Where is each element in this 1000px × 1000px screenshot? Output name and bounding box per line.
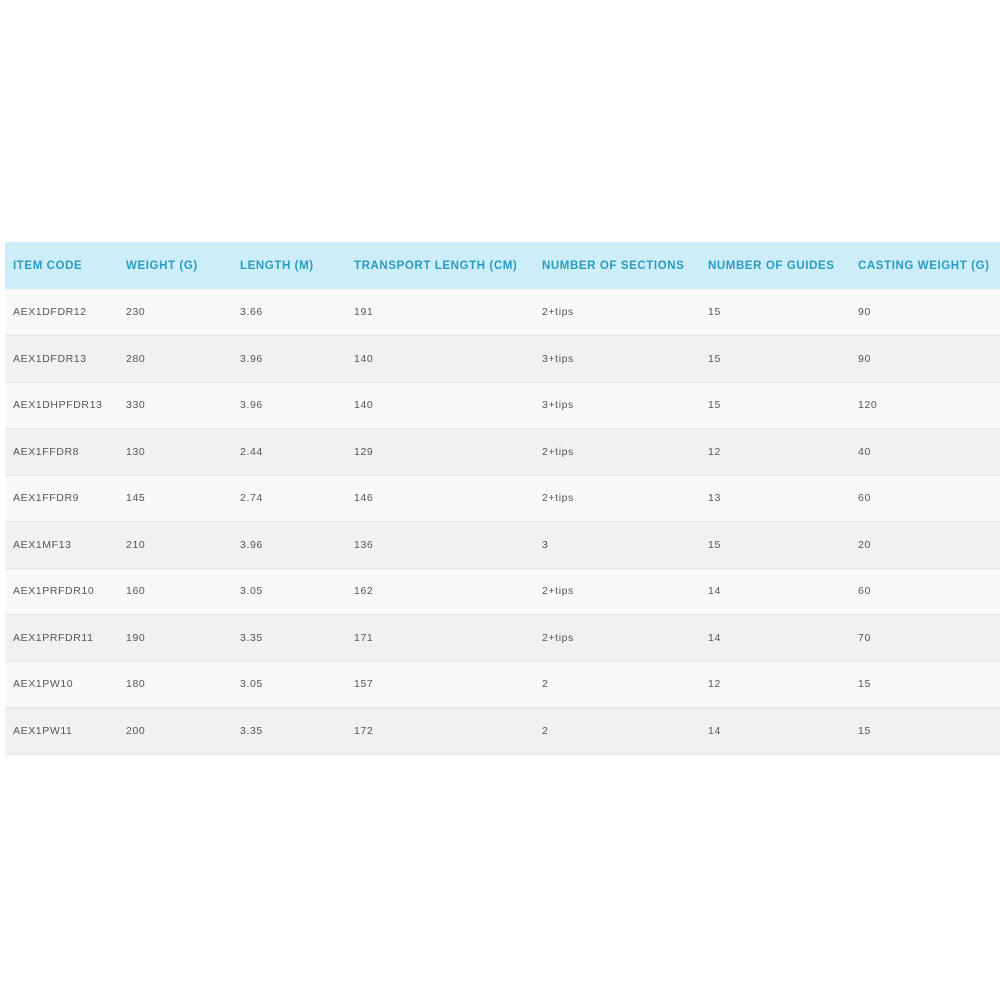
cell-length: 3.96	[240, 399, 263, 412]
cell-length: 3.35	[240, 631, 263, 644]
cell-item-code: AEX1FFDR8	[13, 445, 80, 458]
cell-item-code: AEX1FFDR9	[13, 492, 80, 505]
cell-item-code: AEX1PW10	[13, 678, 74, 691]
table-body	[5, 289, 1000, 754]
cell-length: 3.05	[240, 678, 263, 691]
cell-item-code: AEX1PW11	[13, 724, 73, 737]
cell-length: 3.96	[240, 538, 263, 551]
cell-number-of-sections: 2+tips	[542, 585, 574, 598]
cell-item-code: AEX1DFDR12	[13, 306, 87, 318]
cell-casting-weight: 15	[858, 678, 871, 691]
cell-number-of-guides: 14	[708, 631, 721, 644]
cell-weight: 190	[126, 631, 146, 644]
cell-length: 3.66	[240, 306, 263, 318]
cell-weight: 210	[126, 538, 146, 551]
cell-number-of-sections: 2+tips	[542, 631, 574, 644]
header-length: LENGTH (M)	[240, 259, 314, 272]
cell-number-of-guides: 12	[708, 445, 721, 458]
header-casting-weight: CASTING WEIGHT (G)	[858, 259, 990, 272]
cell-number-of-sections: 2+tips	[542, 445, 574, 458]
cell-transport-length: 129	[354, 445, 374, 458]
cell-number-of-sections: 2	[542, 678, 549, 691]
header-number-of-sections: NUMBER OF SECTIONS	[542, 259, 685, 272]
header-item-code: ITEM CODE	[13, 259, 83, 272]
cell-casting-weight: 60	[858, 492, 871, 505]
cell-number-of-guides: 14	[708, 724, 721, 737]
cell-item-code: AEX1DFDR13	[13, 352, 87, 365]
cell-number-of-sections: 3+tips	[542, 352, 574, 365]
table-row	[5, 289, 1000, 336]
cell-transport-length: 140	[354, 352, 374, 365]
cell-length: 2.44	[240, 445, 263, 458]
cell-transport-length: 157	[354, 678, 374, 691]
cell-item-code: AEX1DHPFDR13	[13, 399, 103, 412]
cell-casting-weight: 60	[858, 585, 871, 598]
table-row	[5, 429, 1000, 476]
cell-transport-length: 191	[354, 306, 374, 318]
cell-transport-length: 140	[354, 399, 374, 412]
cell-casting-weight: 90	[858, 306, 871, 318]
cell-number-of-guides: 12	[708, 678, 721, 691]
cell-weight: 130	[126, 445, 146, 458]
cell-length: 3.05	[240, 585, 263, 598]
cell-number-of-sections: 2+tips	[542, 306, 574, 318]
cell-length: 2.74	[240, 492, 263, 505]
table-row	[5, 568, 1000, 615]
cell-weight: 160	[126, 585, 146, 598]
header-row	[5, 242, 1000, 289]
cell-number-of-guides: 15	[708, 399, 721, 412]
cell-weight: 180	[126, 678, 146, 691]
cell-number-of-guides: 15	[708, 306, 721, 318]
table-row	[5, 475, 1000, 522]
cell-number-of-guides: 15	[708, 352, 721, 365]
table-row	[5, 661, 1000, 708]
cell-number-of-sections: 2+tips	[542, 492, 574, 505]
table-row	[5, 522, 1000, 569]
cell-weight: 280	[126, 352, 146, 365]
cell-transport-length: 146	[354, 492, 374, 505]
cell-casting-weight: 15	[858, 724, 871, 737]
cell-number-of-sections: 2	[542, 724, 549, 737]
cell-weight: 200	[126, 724, 146, 737]
cell-number-of-sections: 3+tips	[542, 399, 574, 412]
cell-item-code: AEX1MF13	[13, 538, 72, 551]
cell-casting-weight: 40	[858, 445, 871, 458]
cell-casting-weight: 70	[858, 631, 871, 644]
cell-casting-weight: 120	[858, 399, 878, 412]
cell-length: 3.96	[240, 352, 263, 365]
cell-number-of-guides: 13	[708, 492, 721, 505]
spec-table	[5, 242, 1000, 755]
cell-item-code: AEX1PRFDR11	[13, 631, 94, 644]
table-row	[5, 615, 1000, 662]
cell-number-of-sections: 3	[542, 538, 549, 551]
table-row	[5, 382, 1000, 429]
cell-casting-weight: 90	[858, 352, 871, 365]
cell-number-of-guides: 14	[708, 585, 721, 598]
table-header	[5, 242, 1000, 289]
cell-weight: 145	[126, 492, 146, 505]
table-row	[5, 708, 1000, 755]
cell-weight: 330	[126, 399, 146, 412]
table-row	[5, 336, 1000, 383]
header-transport-length: TRANSPORT LENGTH (CM)	[354, 259, 518, 272]
cell-transport-length: 136	[354, 538, 374, 551]
header-weight: WEIGHT (G)	[126, 259, 198, 272]
spec-table-container	[5, 242, 1000, 755]
cell-casting-weight: 20	[858, 538, 871, 551]
cell-weight: 230	[126, 306, 146, 318]
cell-length: 3.35	[240, 724, 263, 737]
cell-transport-length: 171	[354, 631, 374, 644]
cell-transport-length: 162	[354, 585, 374, 598]
cell-number-of-guides: 15	[708, 538, 721, 551]
header-number-of-guides: NUMBER OF GUIDES	[708, 259, 835, 272]
cell-item-code: AEX1PRFDR10	[13, 585, 95, 598]
cell-transport-length: 172	[354, 724, 374, 737]
